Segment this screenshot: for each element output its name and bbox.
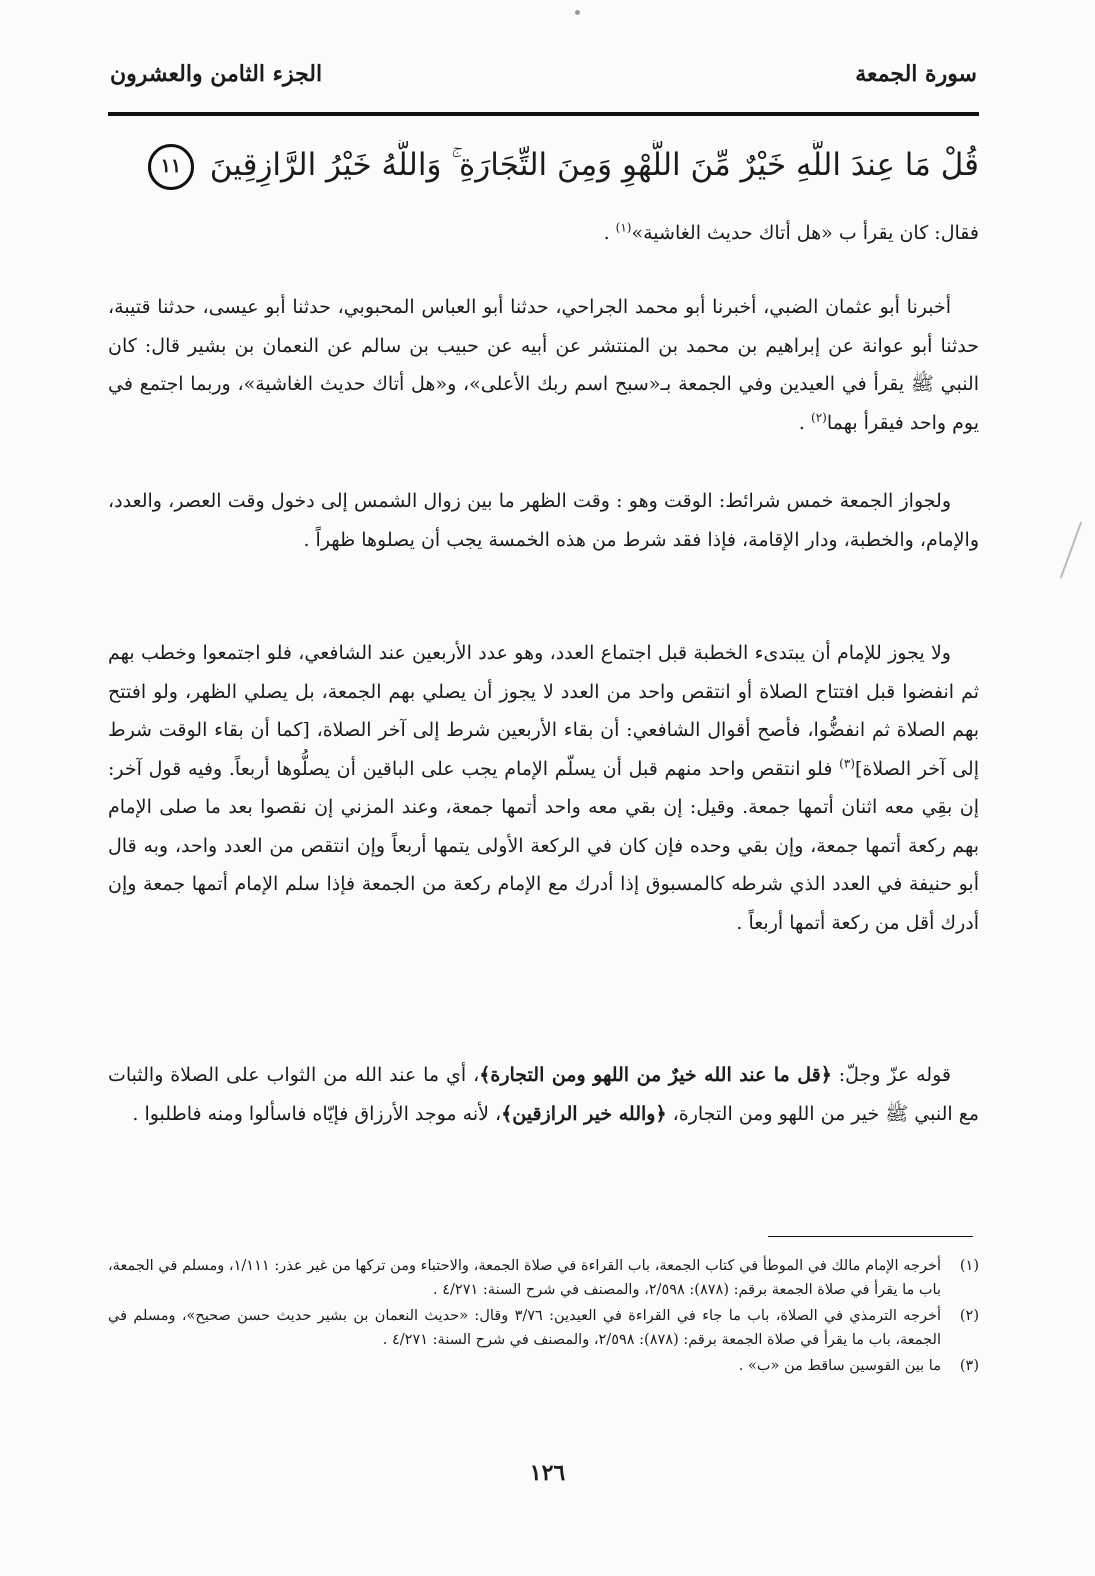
footnote-item — [108, 1354, 979, 1378]
footnote-number: (٢) — [959, 1308, 979, 1324]
quran-quote: ﴿قل ما عند الله خيرٌ من اللهو ومن التجارة﴾ — [479, 1064, 832, 1086]
footnote-text: أخرجه الترمذي في الصلاة، باب ما جاء في القراءة في العيدين: ٣/٧٦ وقال: «حديث النعمان بن بشير حديث حسن صحيح»، ومسلم في الجمعة، باب ما يقرأ في صلاة الجمعة برقم: (٨٧٨): ٢/٥٩٨، والمصنف في شرح السنة: ٤/٢٧١ . — [108, 1308, 941, 1348]
paragraph-continuation: فلو انتقص واحد منهم قبل أن يسلّم الإمام يجب على الباقين أن يصلُّوها أربعاً. وفيه قول آخر: إن بقِي معه اثنان أتمها جمعة. وقيل: إن بقي معه واحد أتمها جمعة، وعند المزني إن نقصوا بعد ما صلى الإمام بهم ركعة أتمها جمعة، وإن بقي وحده فإن كان في الركعة الأولى يتمها أربعاً وإن انتقص من العدد واحد، وبه قال أبو حنيفة في العدد الذي شرطه كالمسبوق إذا أدرك مع الإمام ركعة من الجمعة فإذا سلم الإمام أتمها جمعة وإن أدرك أقل من ركعة أتمها أربعاً . — [108, 757, 979, 934]
footnote-item — [108, 1254, 979, 1302]
footnote-ref: (٣) — [839, 756, 855, 771]
surah-title: سورة الجمعة — [855, 61, 977, 87]
footnote-item — [108, 1304, 979, 1352]
verse-number-marker: ١١ — [148, 144, 194, 190]
footnote-separator — [768, 1236, 973, 1237]
paragraph-5 — [108, 1056, 979, 1133]
page-number: ١٢٦ — [529, 1460, 566, 1486]
quran-verse — [108, 140, 979, 200]
quran-quote: ﴿والله خير الرازقين﴾ — [501, 1102, 667, 1125]
footnote-text: أخرجه الإمام مالك في الموطأ في كتاب الجمعة، باب القراءة في صلاة الجمعة، والاحتباء ومن تركها من غير عذر: ١/١١١، ومسلم في الجمعة، باب ما يقرأ في صلاة الجمعة برقم: (٨٧٨): ٢/٥٩٨، والمصنف في شرح السنة: ٤/٢٧١ . — [108, 1258, 941, 1298]
scan-speck — [575, 10, 580, 15]
paragraph-text: ، أي ما عند الله من الثواب على الصلاة والثبات مع النبي ﷺ خير من اللهو ومن التجارة، — [108, 1064, 979, 1125]
footnote-ref: (١) — [615, 220, 632, 235]
paragraph-text: ، لأنه موجد الأرزاق فإيّاه فاسألوا ومنه فاطلبوا . — [132, 1102, 502, 1125]
footnote-number: (٣) — [959, 1358, 979, 1374]
paragraph-text: ولجواز الجمعة خمس شرائط: الوقت وهو : وقت الظهر ما بين زوال الشمس إلى دخول وقت العصر، والعدد، والإمام، والخطبة، ودار الإقامة، فإذا فقد شرط من هذه الخمسة يجب أن يصلوها ظهراً . — [108, 490, 979, 551]
paragraph-2 — [108, 288, 979, 442]
paragraph-1 — [108, 214, 979, 253]
paragraph-end: . — [798, 411, 811, 434]
footnote-number: (١) — [959, 1258, 979, 1274]
juz-title: الجزء الثامن والعشرون — [110, 61, 323, 87]
paragraph-text: ولا يجوز للإمام أن يبتدىء الخطبة قبل اجتماع العدد، وهو عدد الأربعين عند الشافعي، فلو اجتمعوا وخطب بهم ثم انفضوا قبل افتتاح الصلاة أو انتقص واحد من العدد لا يجوز أن يصلي بهم الجمعة، بل يصلي الظهر، ولو افتتح بهم الصلاة ثم انفضُّوا، فأصح أقوال الشافعي: أن بقاء الأربعين شرط إلى آخر الصلاة، [كما أن بقاء الوقت شرط إلى آخر الصلاة] — [108, 642, 980, 780]
verse-text: قُلْ مَا عِندَ اللَّهِ خَيْرٌ مِّنَ اللَّهْوِ وَمِنَ التِّجَارَةِ ۚ وَاللَّهُ خَيْرُ الرَّازِقِينَ — [209, 147, 979, 183]
page-header — [110, 52, 977, 96]
footnote-text: ما بين القوسين ساقط من «ب» . — [738, 1358, 941, 1374]
paragraph-end: . — [603, 222, 616, 244]
scan-mark — [1060, 521, 1082, 578]
paragraph-3 — [108, 482, 979, 559]
paragraph-4 — [108, 634, 979, 942]
paragraph-text: فقال: كان يقرأ ب «هل أتاك حديث الغاشية» — [631, 222, 979, 244]
footnote-ref: (٢) — [811, 410, 827, 425]
header-rule — [108, 112, 979, 116]
paragraph-text: أخبرنا أبو عثمان الضبي، أخبرنا أبو محمد الجراحي، حدثنا أبو العباس المحبوبي، حدثنا أبو عيسى، حدثنا قتيبة، حدثنا أبو عوانة عن إبراهيم بن محمد بن المنتشر عن أبيه عن حبيب بن سالم عن النعمان بن بشير قال: كان النبي ﷺ يقرأ في العيدين وفي الجمعة بـ«سبح اسم ربك الأعلى»، و«هل أتاك حديث الغاشية»، وربما اجتمع في يوم واحد فيقرأ بهما — [108, 296, 979, 434]
footnotes — [108, 1254, 979, 1380]
paragraph-text: قوله عزّ وجلّ: — [831, 1064, 951, 1086]
